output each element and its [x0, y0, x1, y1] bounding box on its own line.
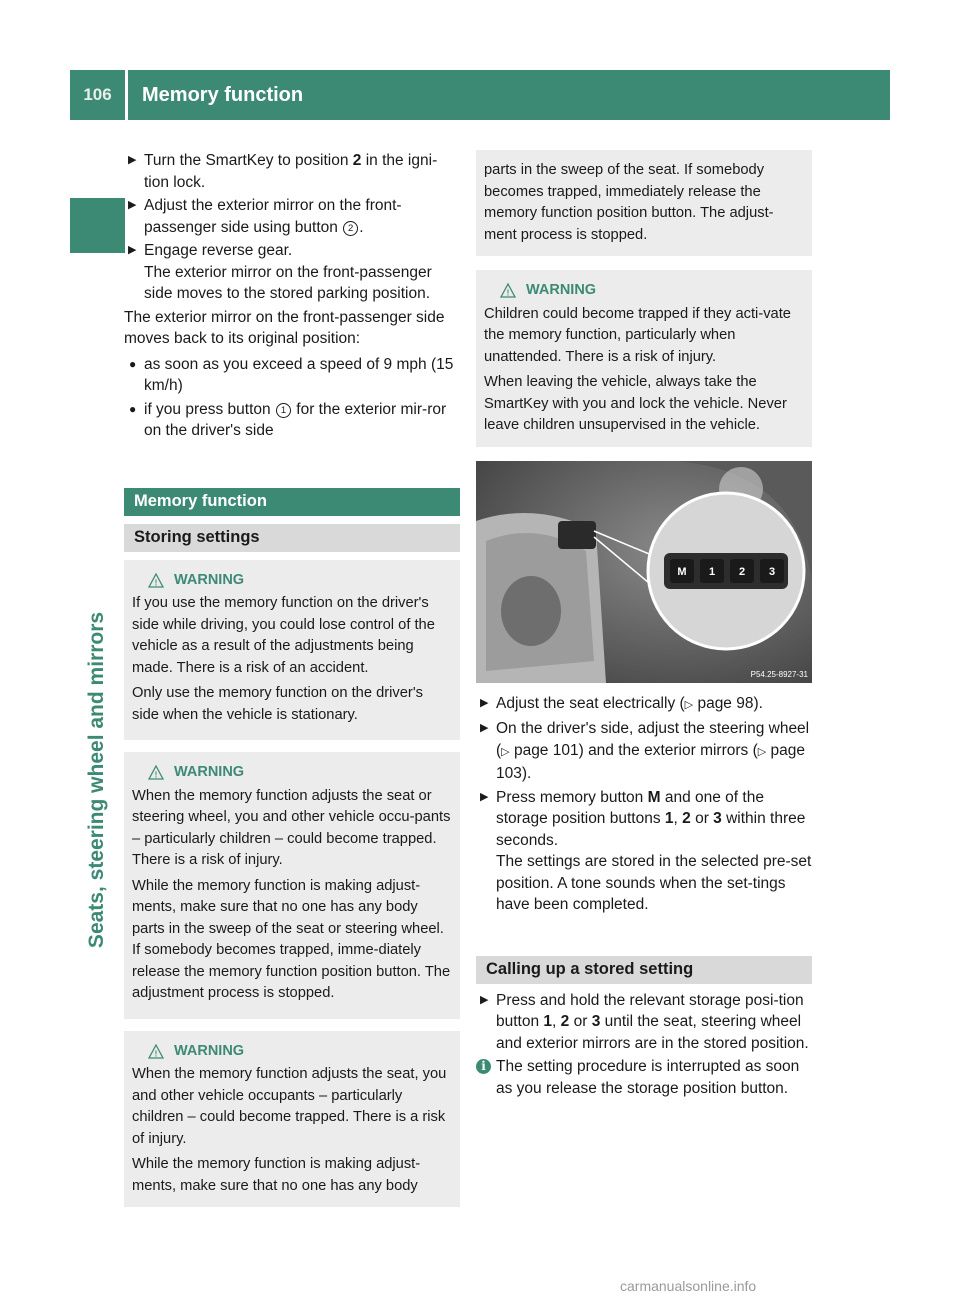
left-column [124, 150, 460, 1207]
info-icon: i [476, 1059, 491, 1074]
memory-1-label: 1 [708, 565, 716, 578]
info-note: i The setting procedure is interrupted as soon as you release the storage position button. [476, 1056, 812, 1099]
memory-m-label: M [677, 565, 687, 578]
memory-2-label: 2 [738, 565, 746, 578]
instruction-step: ▶ Press and hold the relevant storage posi-tion button 1, 2 or 3 until the seat, steering wheel and exterior mirrors are in the stored position. [480, 991, 809, 1052]
page-title: Memory function [142, 84, 304, 106]
arrow-icon: ▶ [480, 993, 489, 1006]
warning-triangle-icon [148, 573, 164, 588]
header-divider [125, 70, 128, 120]
bullet-icon: ● [129, 356, 137, 371]
section-heading: Memory function [124, 488, 460, 516]
bullet-icon: ● [129, 401, 137, 416]
instruction-step: ▶ Engage reverse gear. The exterior mirror on the front-passenger side moves to the stored parking position. [128, 242, 432, 302]
warning-triangle-icon [148, 1044, 164, 1059]
warning-box: ! WARNING If you use the memory function on the driver's side while driving, you could lose control of the vehicle as a result of the adjustments being made. There is a risk of an accident. Only use the memory function on the driver's side when the vehicle is stationary. [124, 560, 460, 741]
warning-heading: ! WARNING [132, 1041, 452, 1063]
page-number: 106 [70, 70, 125, 120]
button-1-callout: 1 [276, 403, 291, 418]
svg-text:!: ! [154, 578, 158, 588]
warning-box: ! WARNING When the memory function adjusts the seat or steering wheel, you and other vehicle occu-pants – particularly children – could become trapped. There is a risk of injury. While the memory function is making adjust-ments, make sure that no one has any body parts in the sweep of the seat or steering wheel. If somebody becomes trapped, imme-diately release the memory function position button. The adjustment process is stopped. [124, 752, 460, 1019]
svg-text:!: ! [506, 288, 510, 298]
subsection-heading: Calling up a stored setting [476, 956, 812, 984]
svg-text:!: ! [154, 1049, 158, 1059]
subsection-heading: Storing settings [124, 524, 460, 552]
instruction-step: ▶ Adjust the seat electrically (▷ page 98). [476, 693, 812, 717]
warning-box-continued: parts in the sweep of the seat. If somebody becomes trapped, immediately release the memory function position button. The adjust-ment process is stopped. [476, 150, 812, 256]
instruction-step: ▶ Turn the SmartKey to position 2 in the igni-tion lock. [128, 152, 438, 191]
right-column [476, 150, 812, 1099]
warning-triangle-icon [500, 283, 516, 298]
arrow-icon: ▶ [480, 722, 489, 734]
watermark: carmanualsonline.info [620, 1278, 757, 1294]
steps-list [476, 693, 812, 916]
warning-heading: ! WARNING [132, 762, 452, 784]
arrow-icon: ▶ [128, 199, 137, 211]
steps-list [476, 990, 812, 1055]
side-tab-label: Seats, steering wheel and mirrors [85, 611, 108, 949]
arrow-icon: ▶ [128, 244, 137, 256]
door-panel-illustration [476, 461, 812, 683]
svg-text:!: ! [154, 770, 158, 780]
instruction-step: ▶ Adjust the exterior mirror on the front-passenger side using button 2 . [128, 197, 402, 236]
side-tab-marker [70, 198, 125, 253]
arrow-icon: ▶ [128, 154, 137, 166]
list-item: ● if you press button 1 for the exterior mir-ror on the driver's side [129, 400, 447, 439]
list-item: ● as soon as you exceed a speed of 9 mph (15 km/h) [129, 355, 454, 394]
warning-box: ! WARNING When the memory function adjusts the seat, you and other vehicle occupants – particularly children – could become trapped. There is a risk of injury. While the memory function is making adjust-ments, make sure that no one has any body [124, 1031, 460, 1208]
arrow-icon: ▶ [480, 790, 489, 803]
instruction-step: ▶ Press memory button M and one of the storage position buttons 1, 2 or 3 within three seconds. The settings are stored in the selected pre-set position. A tone sounds when the set-tings have been completed. [480, 788, 812, 913]
warning-heading: ! WARNING [484, 280, 804, 302]
arrow-icon: ▶ [480, 696, 489, 709]
warning-heading: ! WARNING [132, 570, 452, 592]
instruction-step: ▶ On the driver's side, adjust the steering wheel (▷ page 101) and the exterior mirrors (▷ page 103). [480, 720, 810, 782]
body-paragraph: The exterior mirror on the front-passenger side moves back to its original position: [124, 308, 445, 347]
memory-buttons-photo [476, 461, 812, 683]
illustration-code: P54.25-8927-31 [750, 669, 808, 679]
warning-triangle-icon [148, 765, 164, 780]
warning-box: ! WARNING Children could become trapped if they acti-vate the memory function, particularly when unattended. There is a risk of injury. When leaving the vehicle, always take the SmartKey with you and lock the vehicle. Never leave children unsupervised in the vehicle. [476, 270, 812, 447]
button-2-callout: 2 [343, 221, 358, 236]
memory-3-label: 3 [768, 565, 776, 578]
